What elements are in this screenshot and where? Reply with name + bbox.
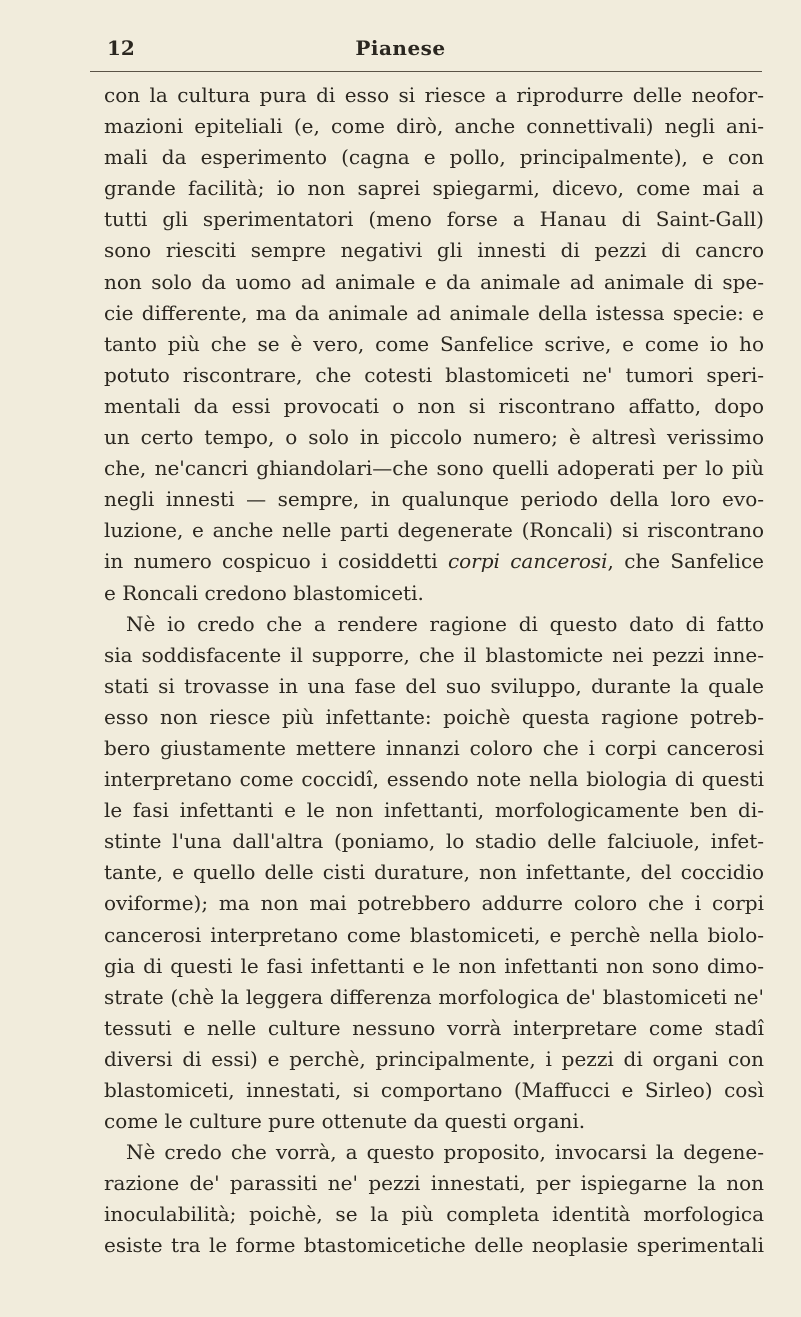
text-line: tanto più che se è vero, come Sanfelice scrive, e come io ho bbox=[104, 331, 764, 356]
page-number: 12 bbox=[107, 36, 135, 60]
text-line: cie differente, ma da animale ad animale della istessa specie: e bbox=[104, 300, 764, 325]
text-line: mali da esperimento (cagna e pollo, principalmente), e con bbox=[104, 145, 764, 170]
emphasized-term: corpi cancerosi bbox=[447, 549, 608, 574]
text-line: sono riesciti sempre negativi gli innesti di pezzi di cancro bbox=[104, 238, 764, 263]
text-line: non solo da uomo ad animale e da animale ad animale di spe- bbox=[104, 269, 764, 294]
text-line: stati si trovasse in una fase del suo sviluppo, durante la quale bbox=[104, 673, 764, 698]
text-line: tessuti e nelle culture nessuno vorrà interpretare come stadî bbox=[104, 1015, 764, 1040]
text-line: le fasi infettanti e le non infettanti, morfologicamente ben di- bbox=[104, 798, 764, 823]
text-line: un certo tempo, o solo in piccolo numero; è altresì verissimo bbox=[104, 425, 764, 450]
text-line: Nè credo che vorrà, a questo proposito, invocarsi la degene- bbox=[126, 1140, 764, 1165]
text-line: come le culture pure ottenute da questi organi. bbox=[104, 1109, 586, 1134]
paragraph bbox=[104, 1137, 764, 1261]
text-block bbox=[104, 80, 764, 1262]
text-line: tutti gli sperimentatori (meno forse a Hanau di Saint-Gall) bbox=[104, 207, 764, 232]
text-line: esso non riesce più infettante: poichè questa ragione potreb- bbox=[104, 704, 764, 729]
text-line: interpretano come coccidî, essendo note nella biologia di questi bbox=[104, 767, 764, 792]
text-line: grande facilità; io non saprei spiegarmi, dicevo, come mai a bbox=[104, 176, 764, 201]
text-line: strate (chè la leggera differenza morfologica de' blastomiceti ne' bbox=[104, 984, 764, 1009]
text-fragment: in numero cospicuo i cosiddetti bbox=[104, 549, 448, 574]
text-line: bero giustamente mettere innanzi coloro che i corpi cancerosi bbox=[104, 735, 764, 760]
text-line: gia di questi le fasi infettanti e le non infettanti non sono dimo- bbox=[104, 953, 764, 978]
text-line: cancerosi interpretano come blastomiceti, e perchè nella biolo- bbox=[104, 922, 764, 947]
text-line: e Roncali credono blastomiceti. bbox=[104, 580, 424, 605]
text-line: con la cultura pura di esso si riesce a riprodurre delle neofor- bbox=[104, 83, 764, 107]
text-line: potuto riscontrare, che cotesti blastomiceti ne' tumori speri- bbox=[104, 362, 764, 387]
text-line: luzione, e anche nelle parti degenerate (Roncali) si riscontrano bbox=[104, 518, 764, 543]
text-line: negli innesti — sempre, in qualunque periodo della loro evo- bbox=[104, 487, 764, 512]
text-line: blastomiceti, innestati, si comportano (Maffucci e Sirleo) così bbox=[104, 1078, 764, 1102]
text-line: che, ne'cancri ghiandolari—che sono quelli adoperati per lo più bbox=[104, 456, 764, 481]
text-line bbox=[104, 546, 764, 577]
text-line: esiste tra le forme btastomicetiche delle neoplasie sperimentali bbox=[104, 1233, 764, 1258]
text-line: mazioni epiteliali (e, come dirò, anche connettivali) negli ani- bbox=[104, 114, 764, 139]
text-line: mentali da essi provocati o non si riscontrano affatto, dopo bbox=[104, 393, 764, 418]
header-rule bbox=[90, 71, 762, 72]
running-title: Pianese bbox=[355, 36, 446, 60]
text-fragment: , che Sanfelice bbox=[607, 549, 764, 574]
text-line: oviforme); ma non mai potrebbero addurre coloro che i corpi bbox=[104, 891, 764, 916]
paragraph bbox=[104, 609, 764, 1138]
text-line: Nè io credo che a rendere ragione di questo dato di fatto bbox=[126, 611, 764, 636]
text-line: stinte l'una dall'altra (poniamo, lo stadio delle falciuole, infet- bbox=[104, 829, 764, 854]
text-line: sia soddisfacente il supporre, che il blastomicte nei pezzi inne- bbox=[104, 642, 764, 667]
text-line: tante, e quello delle cisti durature, non infettante, del coccidio bbox=[104, 860, 764, 885]
text-line: razione de' parassiti ne' pezzi innestati, per ispiegarne la non bbox=[104, 1171, 764, 1196]
text-line: diversi di essi) e perchè, principalmente, i pezzi di organi con bbox=[104, 1046, 764, 1071]
paragraph bbox=[104, 80, 764, 609]
text-line: inoculabilità; poichè, se la più completa identità morfologica bbox=[104, 1202, 764, 1227]
